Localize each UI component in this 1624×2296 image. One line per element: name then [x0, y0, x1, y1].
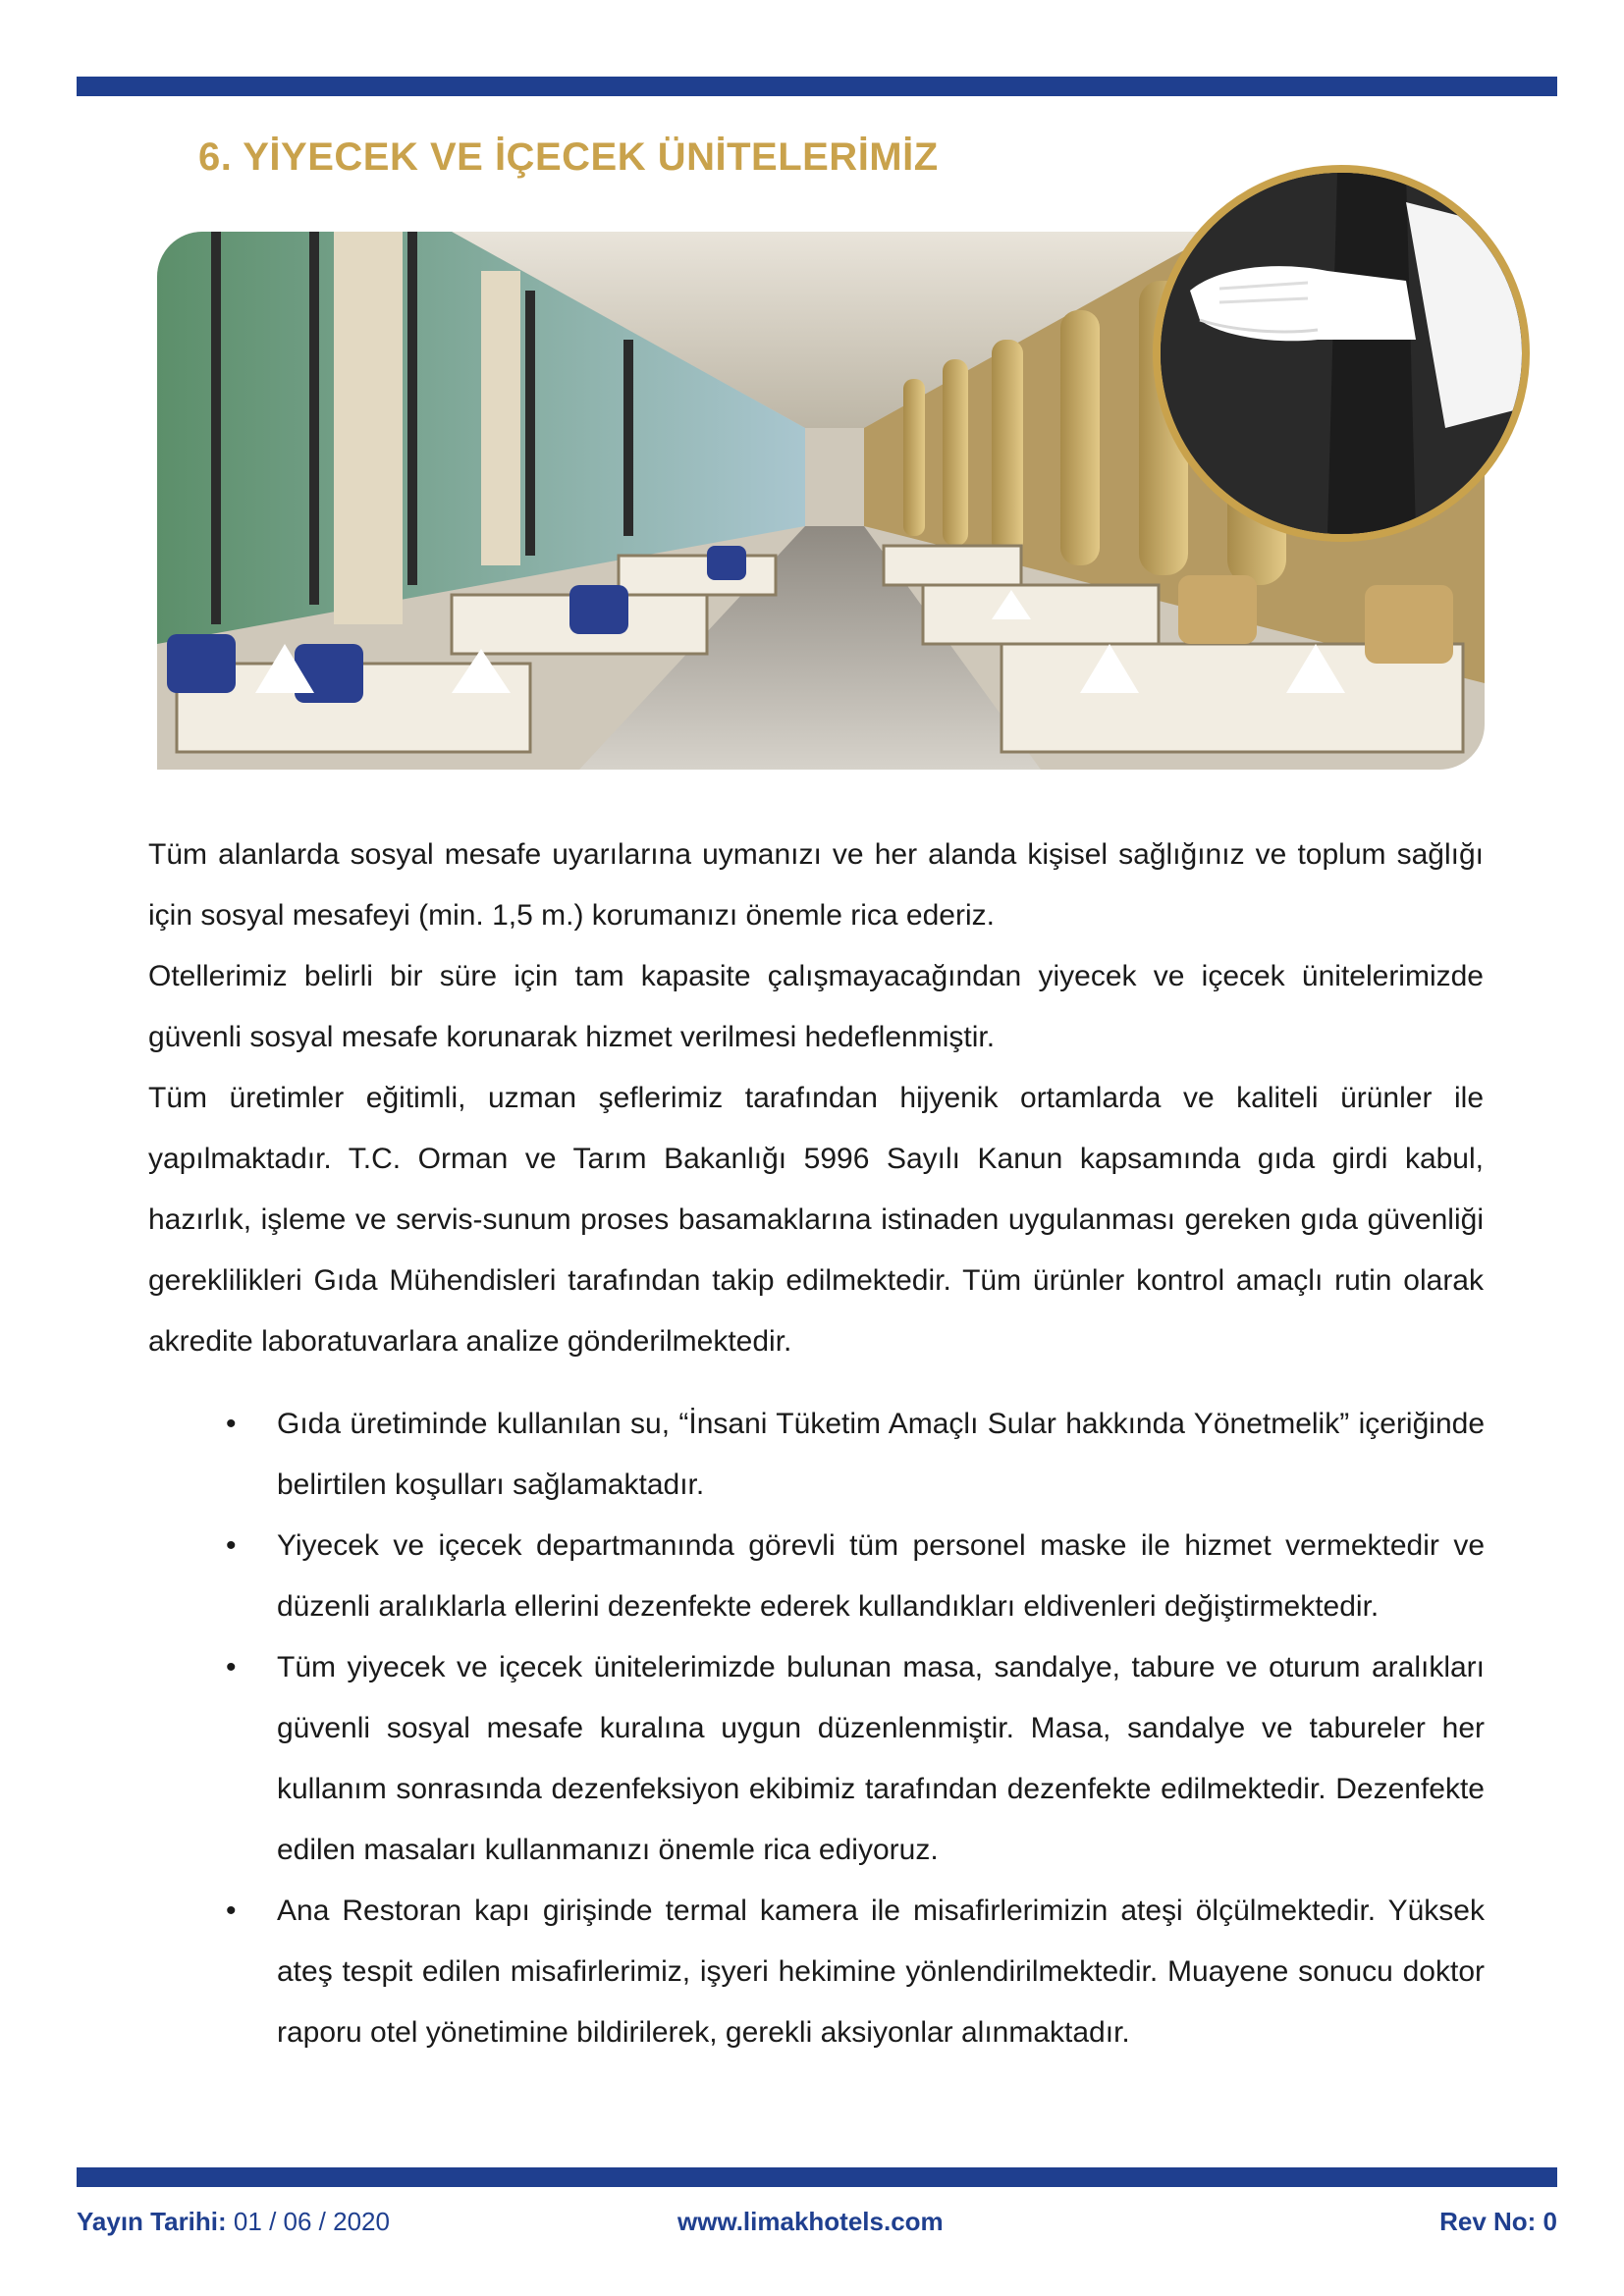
paragraph: Otellerimiz belirli bir süre için tam kapasite çalışmayacağından yiyecek ve içecek ünitelerimizde güvenli sosyal mesafe korunarak hizmet verilmesi hedeflenmiştir.	[148, 960, 1484, 1053]
revision-number: Rev No: 0	[1439, 2207, 1557, 2236]
bullet-icon: •	[226, 1651, 237, 1683]
list-item	[226, 1394, 1485, 1516]
publish-date-label: Yayın Tarihi:	[77, 2207, 227, 2236]
paragraph: Tüm alanlarda sosyal mesafe uyarılarına uymanızı ve her alanda kişisel sağlığınız ve toplum sağlığı için sosyal mesafeyi (min. 1,5 m.) korumanızı önemle rica ederiz.	[148, 838, 1484, 932]
list-item	[226, 1637, 1485, 1881]
list-item	[226, 1881, 1485, 2063]
list-item	[226, 1516, 1485, 1637]
bullet-icon: •	[226, 1408, 237, 1440]
website-link[interactable]: www.limakhotels.com	[677, 2207, 944, 2236]
list-item-text: Tüm yiyecek ve içecek ünitelerimizde bulunan masa, sandalye, tabure ve oturum aralıkları güvenli sosyal mesafe kuralına uygun düzenlenmiştir. Masa, sandalye ve tabureler her kullanım sonrasında dezenfeksiyon ekibimiz tarafından dezenfekte edilmektedir. Dezenfekte edilen masaları kullanmanızı önemle rica ediyoruz.	[277, 1651, 1485, 1866]
body-text	[148, 825, 1484, 1372]
list-item-text: Gıda üretiminde kullanılan su, “İnsani Tüketim Amaçlı Sular hakkında Yönetmelik” içeriğinde belirtilen koşulları sağlamaktadır.	[277, 1408, 1485, 1501]
publish-date-value: 01 / 06 / 2020	[233, 2207, 390, 2236]
publish-date	[77, 2207, 390, 2237]
list-item-text: Ana Restoran kapı girişinde termal kamera ile misafirlerimizin ateşi ölçülmektedir. Yüksek ateş tespit edilen misafirlerimiz, işyeri hekimine yönlendirilmektedir. Muayene sonucu doktor raporu otel yönetimine bildirilerek, gerekli aksiyonlar alınmaktadır.	[277, 1895, 1485, 2049]
footer-rule	[77, 2167, 1557, 2187]
header-rule	[77, 77, 1557, 96]
paragraph: Tüm üretimler eğitimli, uzman şeflerimiz tarafından hijyenik ortamlarda ve kaliteli ürünler ile yapılmaktadır. T.C. Orman ve Tarım Bakanlığı 5996 Sayılı Kanun kapsamında gıda girdi kabul, hazırlık, işleme ve servis-sunum proses basamaklarına istinaden uygulanması gereken gıda güvenliği gereklilikleri Gıda Mühendisleri tarafından takip edilmektedir. Tüm ürünler kontrol amaçlı rutin olarak akredite laboratuvarlara analize gönderilmektedir.	[148, 1082, 1484, 1358]
waiter-white-gloves-photo	[1153, 165, 1530, 542]
bullet-icon: •	[226, 1529, 237, 1562]
bullet-list	[226, 1394, 1485, 2063]
list-item-text: Yiyecek ve içecek departmanında görevli tüm personel maske ile hizmet vermektedir ve düzenli aralıklarla ellerini dezenfekte ederek kullandıkları eldivenleri değiştirmektedir.	[277, 1529, 1485, 1623]
section-heading: 6. YİYECEK VE İÇECEK ÜNİTELERİMİZ	[198, 135, 939, 179]
bullet-icon: •	[226, 1895, 237, 1927]
